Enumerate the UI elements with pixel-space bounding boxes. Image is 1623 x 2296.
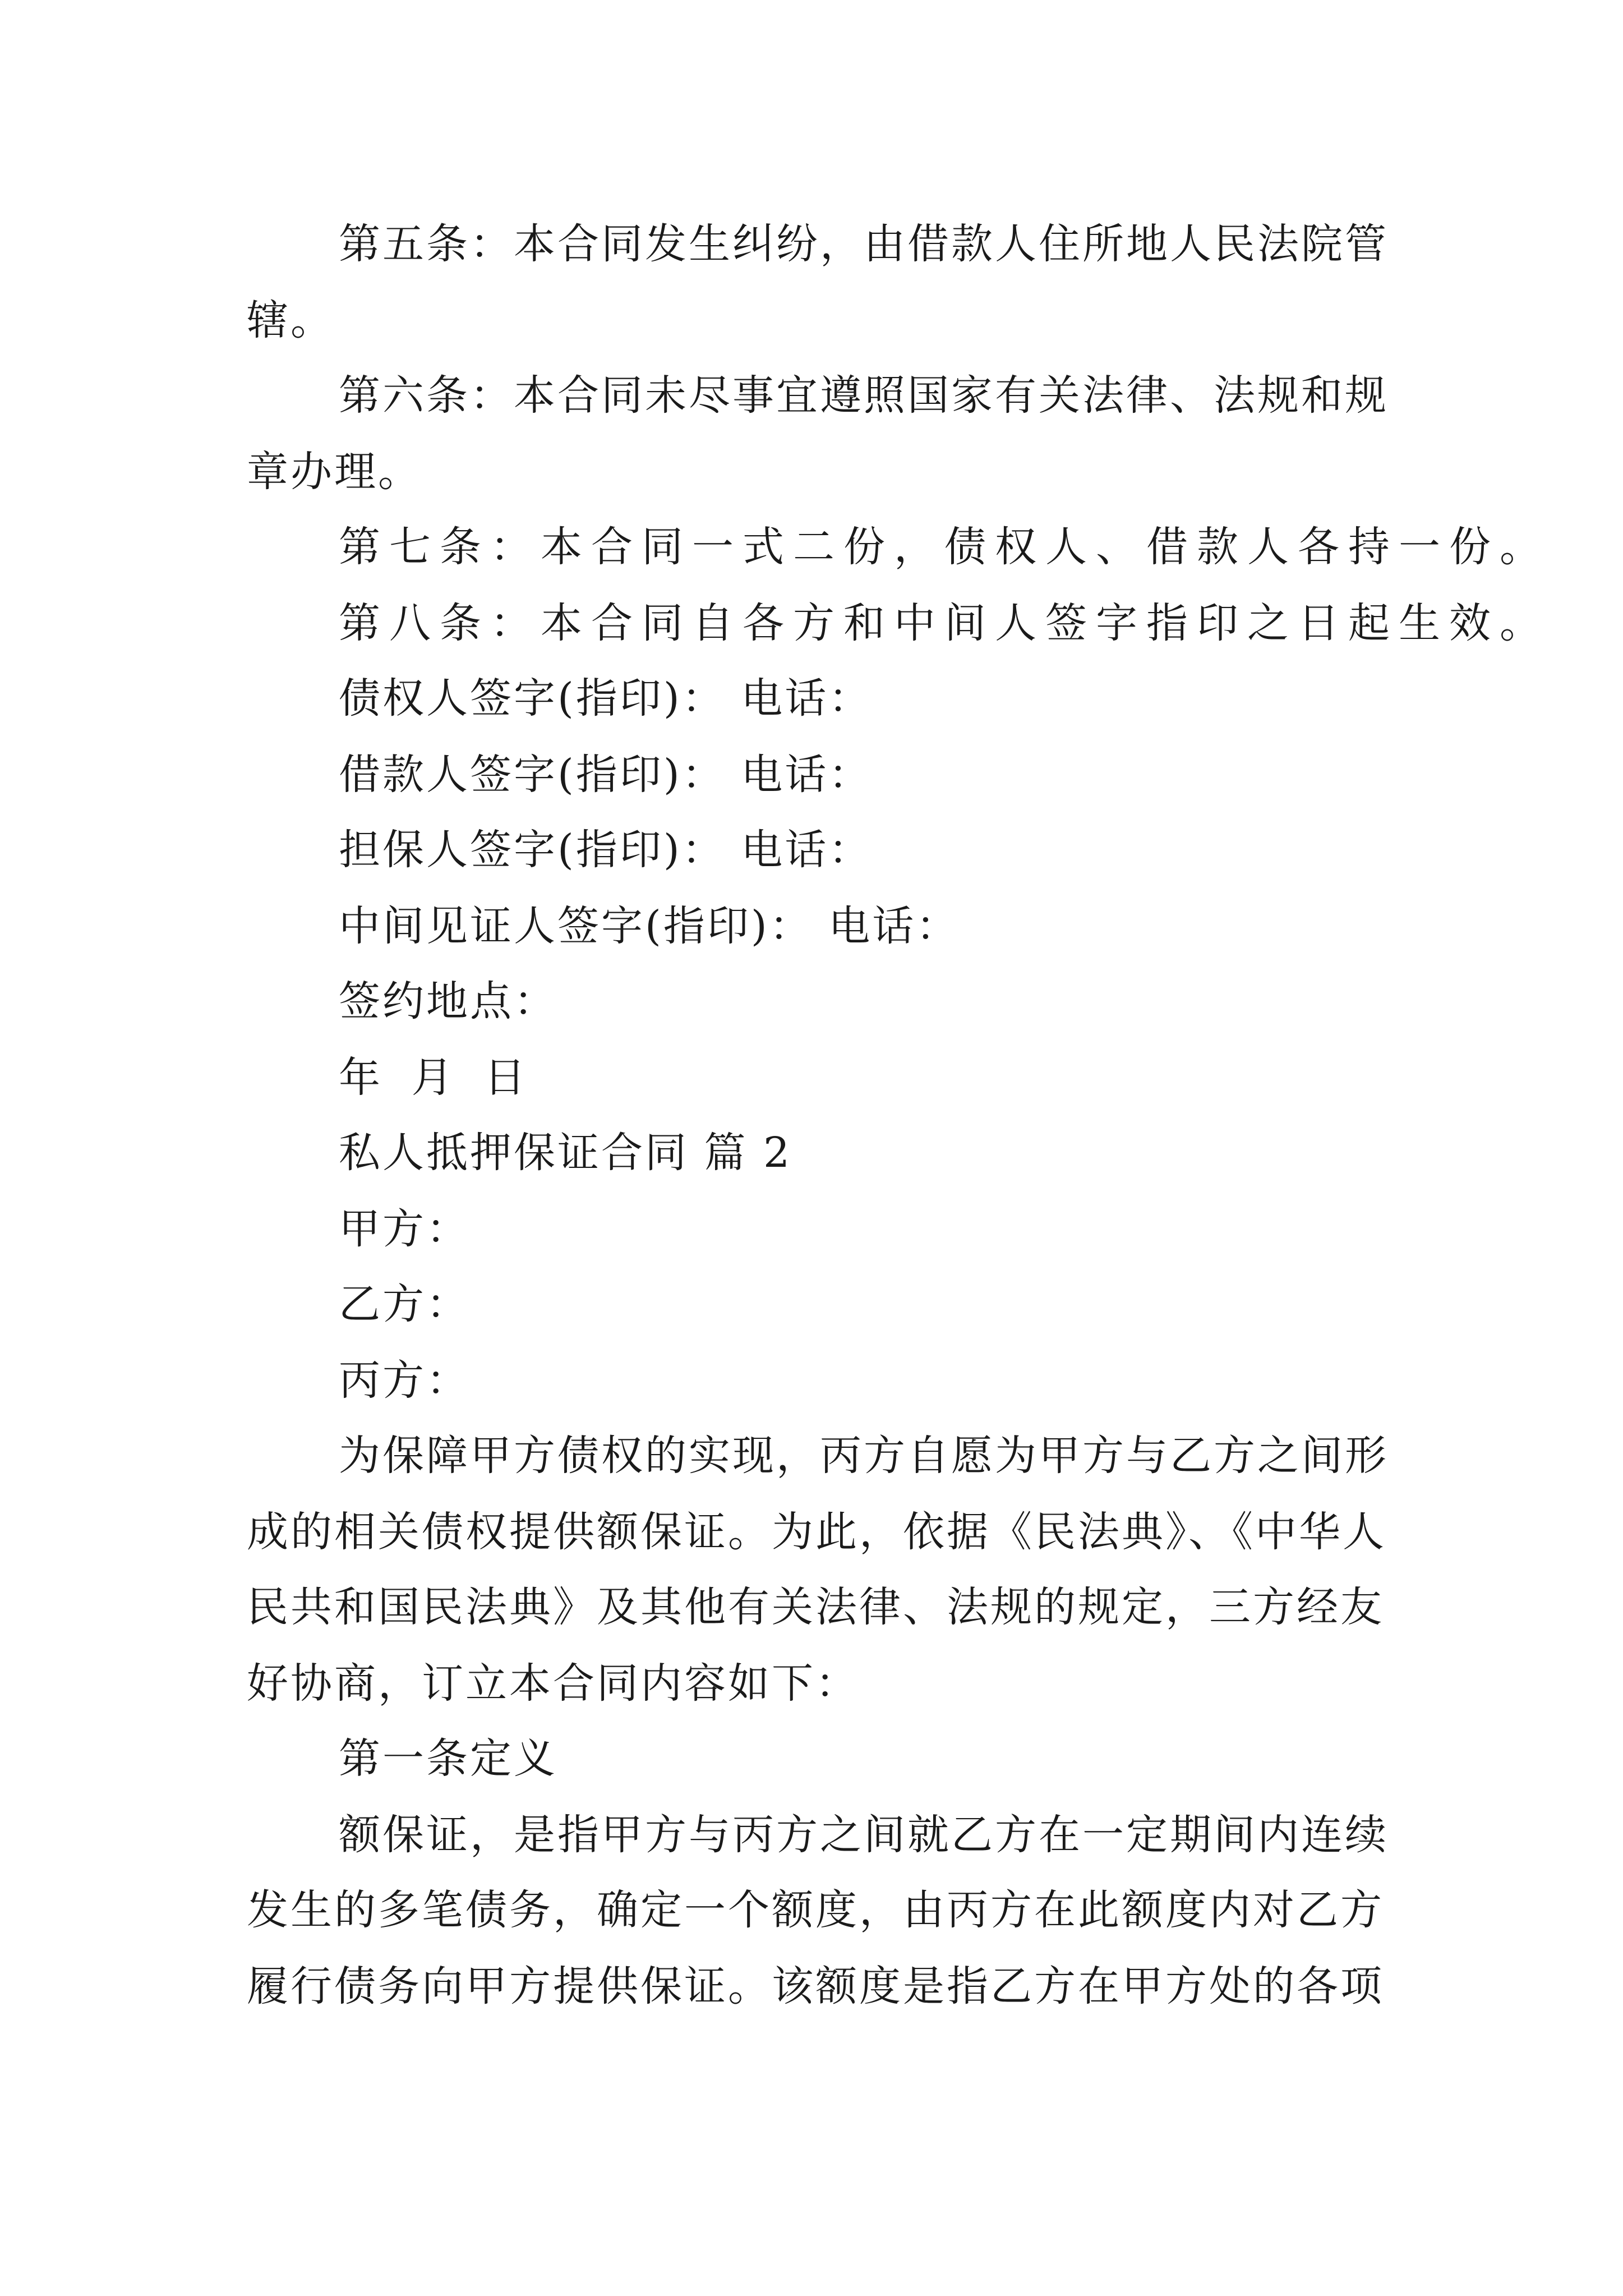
clause-6-line-1: 第六条：本合同未尽事宜遵照国家有关法律、法规和规 (339, 371, 1389, 420)
witness-signature: 中间见证人签字(指印)： 电话： (339, 902, 960, 950)
section-title: 私人抵押保证合同 篇 2 (339, 1129, 792, 1177)
preamble-line-1: 为保障甲方债权的实现，丙方自愿为甲方与乙方之间形 (339, 1432, 1389, 1480)
article-1-line-2: 发生的多笔债务，确定一个额度，由丙方在此额度内对乙方 (247, 1886, 1384, 1934)
party-a: 甲方： (339, 1205, 470, 1253)
clause-7: 第七条：本合同一式二份，债权人、借款人各持一份。 (339, 523, 1550, 571)
preamble-line-4: 好协商，订立本合同内容如下： (247, 1659, 859, 1708)
guarantor-signature: 担保人签字(指印)： 电话： (339, 826, 873, 874)
signing-location: 签约地点： (339, 977, 557, 1025)
creditor-signature: 债权人签字(指印)： 电话： (339, 674, 873, 723)
preamble-line-2: 成的相关债权提供额保证。为此，依据《民法典》、《中华人 (247, 1508, 1386, 1556)
signing-date: 年 月 日 (339, 1053, 535, 1102)
article-1-line-1: 额保证，是指甲方与丙方之间就乙方在一定期间内连续 (339, 1811, 1389, 1859)
borrower-signature: 借款人签字(指印)： 电话： (339, 751, 873, 799)
party-b: 乙方： (339, 1280, 470, 1328)
preamble-line-3: 民共和国民法典》及其他有关法律、法规的规定，三方经友 (247, 1583, 1384, 1631)
clause-5-line-1: 第五条：本合同发生纠纷，由借款人住所地人民法院管 (339, 220, 1389, 268)
clause-8: 第八条：本合同自各方和中间人签字指印之日起生效。 (339, 599, 1550, 647)
party-c: 丙方： (339, 1356, 470, 1405)
article-1-heading: 第一条定义 (339, 1734, 557, 1783)
article-1-line-3: 履行债务向甲方提供保证。该额度是指乙方在甲方处的各项 (247, 1962, 1384, 2010)
clause-6-line-2: 章办理。 (247, 448, 422, 496)
clause-5-line-2: 辖。 (247, 296, 334, 344)
